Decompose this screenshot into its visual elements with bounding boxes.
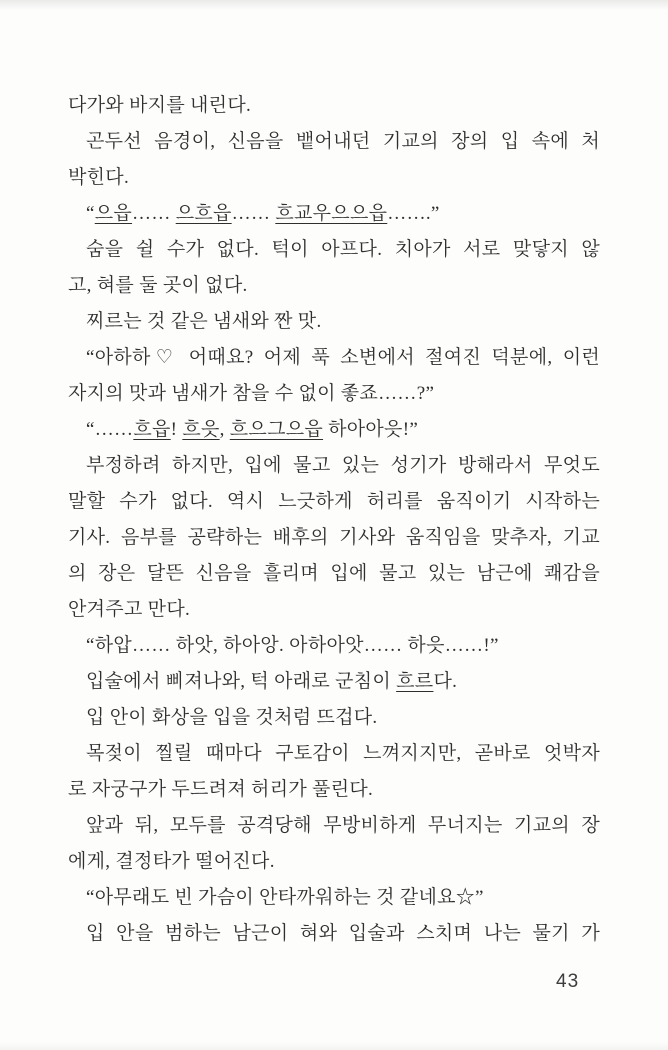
- text-line: [68, 520, 600, 556]
- text-segment: 자지의 맛과 냄새가 참을 수 없이 좋죠……?”: [68, 383, 435, 404]
- page-number: 43: [556, 971, 580, 992]
- text-segment: “……: [86, 419, 134, 440]
- underlined-text: 흐르: [396, 671, 434, 692]
- text-segment: !: [170, 419, 183, 440]
- text-line: [68, 772, 600, 808]
- text-line: [68, 844, 600, 880]
- text-segment: 곤두선 음경이, 신음을 뱉어내던 기교의 장의 입 속에 처: [86, 131, 600, 152]
- underlined-text: 흐으그으읍: [229, 419, 324, 440]
- text-line: [68, 808, 600, 844]
- text-segment: 의 장은 달뜬 신음을 흘리며 입에 물고 있는 남근에 쾌감을: [68, 563, 600, 584]
- text-segment: 안겨주고 만다.: [68, 599, 191, 620]
- text-line: [68, 124, 600, 160]
- underlined-text: 흐교우으으읍: [275, 203, 388, 224]
- text-segment: 하아아읏!”: [323, 419, 419, 440]
- underlined-text: 으흐읍: [175, 203, 232, 224]
- text-line: [68, 88, 600, 124]
- text-segment: 목젖이 찔릴 때마다 구토감이 느껴지지만, 곧바로 엇박자: [86, 743, 600, 764]
- scan-top-shadow: [0, 0, 668, 10]
- text-segment: ……: [231, 203, 276, 224]
- underlined-text: 으읍: [94, 203, 133, 224]
- text-segment: …….”: [387, 203, 440, 224]
- body-text-block: [68, 88, 600, 952]
- text-line: [68, 592, 600, 628]
- text-segment: 에게, 결정타가 떨어진다.: [68, 851, 275, 872]
- text-segment: 로 자궁구가 두드려져 허리가 풀린다.: [68, 779, 374, 800]
- text-segment: 다가와 바지를 내린다.: [68, 95, 252, 116]
- text-line: [68, 664, 600, 700]
- text-line: [68, 556, 600, 592]
- text-segment: 입 안이 화상을 입을 것처럼 뜨겁다.: [86, 707, 378, 728]
- text-segment: ,: [219, 419, 230, 440]
- text-segment: 입술에서 삐져나와, 턱 아래로 군침이: [86, 671, 397, 692]
- text-line: [68, 916, 600, 952]
- text-line: [68, 160, 600, 196]
- text-segment: 고, 혀를 둘 곳이 없다.: [68, 275, 248, 296]
- text-line: [68, 628, 600, 664]
- text-line: [68, 232, 600, 268]
- text-line: [68, 304, 600, 340]
- text-segment: 박힌다.: [68, 167, 130, 188]
- text-segment: 말할 수가 없다. 역시 느긋하게 허리를 움직이기 시작하는: [68, 491, 600, 512]
- text-line: [68, 340, 600, 376]
- text-line: [68, 736, 600, 772]
- text-line: [68, 268, 600, 304]
- text-segment: 숨을 쉴 수가 없다. 턱이 아프다. 치아가 서로 맞닿지 않: [86, 239, 600, 260]
- text-line: [68, 448, 600, 484]
- text-segment: “아무래도 빈 가슴이 안타까워하는 것 같네요☆”: [86, 887, 484, 908]
- text-segment: “아하하♡ 어때요? 어제 푹 소변에서 절여진 덕분에, 이런: [86, 347, 600, 368]
- text-line: [68, 880, 600, 916]
- text-segment: “: [86, 203, 95, 224]
- text-line: [68, 484, 600, 520]
- text-segment: 다.: [433, 671, 458, 692]
- text-segment: ……: [132, 203, 176, 224]
- text-segment: 기사. 음부를 공략하는 배후의 기사와 움직임을 맞추자, 기교: [68, 527, 600, 548]
- text-line: [68, 700, 600, 736]
- underlined-text: 흐읍: [133, 419, 171, 440]
- text-segment: “하압…… 하앗, 하아앙. 아하아앗…… 하읏……!”: [86, 635, 499, 656]
- scan-bottom-shadow: [0, 1042, 668, 1050]
- underlined-text: 흐읏: [182, 419, 220, 440]
- text-line: [68, 376, 600, 412]
- text-segment: 입 안을 범하는 남근이 혀와 입술과 스치며 나는 물기 가: [86, 923, 600, 944]
- text-segment: 찌르는 것 같은 냄새와 짠 맛.: [86, 311, 322, 332]
- text-line: [68, 196, 600, 232]
- text-segment: 부정하려 하지만, 입에 물고 있는 성기가 방해라서 무엇도: [86, 455, 600, 476]
- text-segment: 앞과 뒤, 모두를 공격당해 무방비하게 무너지는 기교의 장: [86, 815, 600, 836]
- text-line: [68, 412, 600, 448]
